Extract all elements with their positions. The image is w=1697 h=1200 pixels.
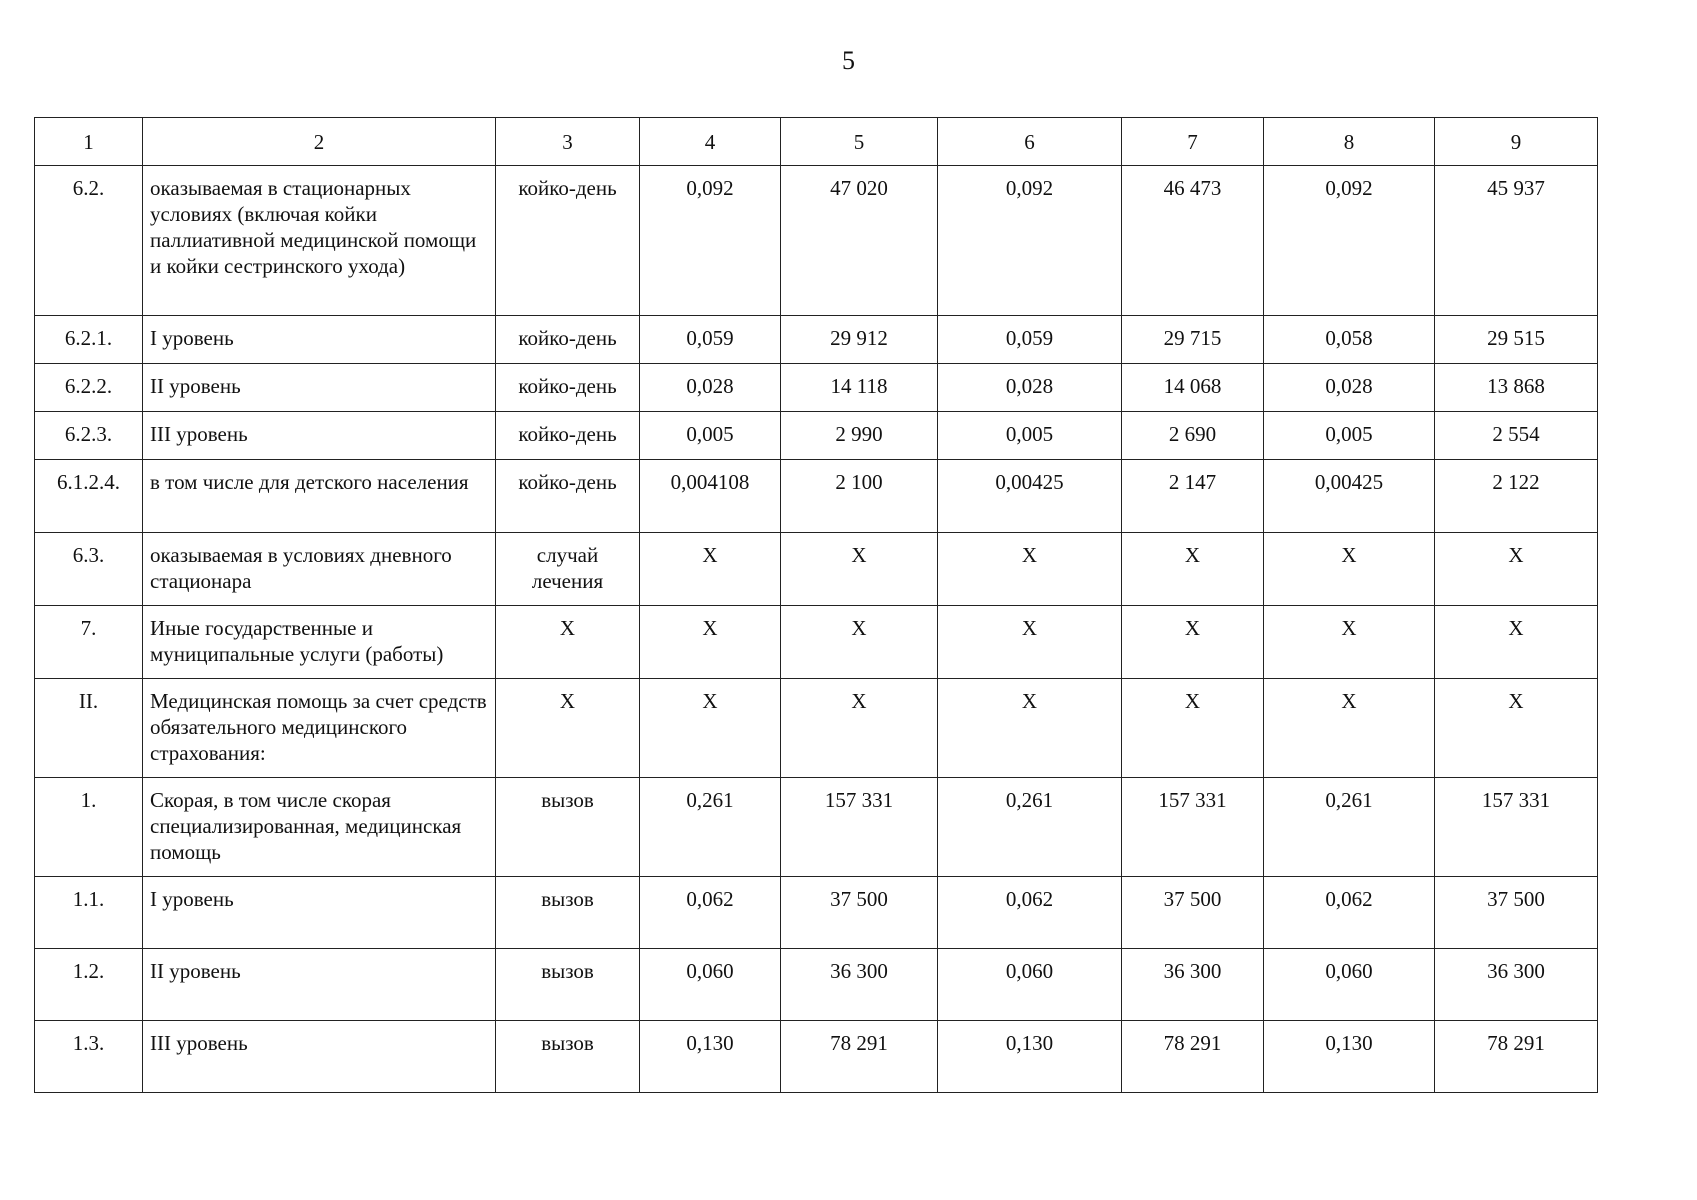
row-name: оказываемая в стационарных условиях (включая койки паллиативной медицинской помощи и койки сестринского ухода) (143, 166, 496, 316)
row-number: 1.1. (35, 877, 143, 949)
row-cell: 0,130 (938, 1021, 1122, 1093)
row-cell: 29 515 (1435, 316, 1598, 364)
row-unit: Х (496, 679, 640, 778)
row-cell: Х (1122, 606, 1264, 679)
row-cell: 14 068 (1122, 364, 1264, 412)
row-cell: Х (640, 533, 781, 606)
row-cell: Х (781, 606, 938, 679)
row-number: 1.2. (35, 949, 143, 1021)
table-row (35, 606, 1598, 679)
header-row (35, 118, 1598, 166)
row-cell: 2 990 (781, 412, 938, 460)
row-cell: 2 147 (1122, 460, 1264, 533)
row-cell: 0,062 (938, 877, 1122, 949)
row-name: Медицинская помощь за счет средств обязательного медицинского страхования: (143, 679, 496, 778)
table-row (35, 460, 1598, 533)
row-cell: 0,092 (640, 166, 781, 316)
row-cell: 0,004108 (640, 460, 781, 533)
table-row (35, 533, 1598, 606)
row-cell: 36 300 (1122, 949, 1264, 1021)
row-number: 6.2.3. (35, 412, 143, 460)
row-cell: 0,060 (640, 949, 781, 1021)
row-cell: 2 690 (1122, 412, 1264, 460)
header-cell: 7 (1122, 118, 1264, 166)
row-cell: 157 331 (1435, 778, 1598, 877)
table-row (35, 166, 1598, 316)
header-cell: 6 (938, 118, 1122, 166)
row-cell: 0,092 (938, 166, 1122, 316)
row-name: в том числе для детского населения (143, 460, 496, 533)
row-unit: койко-день (496, 316, 640, 364)
row-cell: 0,028 (640, 364, 781, 412)
row-cell: 29 715 (1122, 316, 1264, 364)
row-cell: Х (1122, 679, 1264, 778)
row-cell: 0,058 (1264, 316, 1435, 364)
row-cell: Х (1122, 533, 1264, 606)
row-cell: Х (1435, 606, 1598, 679)
row-cell: 45 937 (1435, 166, 1598, 316)
row-name: Иные государственные и муниципальные услуги (работы) (143, 606, 496, 679)
row-cell: Х (640, 679, 781, 778)
header-cell: 1 (35, 118, 143, 166)
row-cell: 37 500 (1122, 877, 1264, 949)
row-cell: 2 100 (781, 460, 938, 533)
row-cell: 0,028 (938, 364, 1122, 412)
row-cell: 29 912 (781, 316, 938, 364)
row-cell: 0,005 (938, 412, 1122, 460)
row-cell: 37 500 (1435, 877, 1598, 949)
page-number: 5 (842, 46, 855, 75)
row-unit: случай лечения (496, 533, 640, 606)
row-number: 6.1.2.4. (35, 460, 143, 533)
row-cell: 0,00425 (938, 460, 1122, 533)
row-cell: Х (938, 606, 1122, 679)
table-row (35, 412, 1598, 460)
row-cell: 0,005 (640, 412, 781, 460)
row-cell: Х (781, 679, 938, 778)
row-unit: койко-день (496, 460, 640, 533)
row-cell: Х (1264, 679, 1435, 778)
table-row (35, 949, 1598, 1021)
row-cell: 0,059 (640, 316, 781, 364)
row-unit: койко-день (496, 364, 640, 412)
row-cell: 0,130 (1264, 1021, 1435, 1093)
row-cell: 13 868 (1435, 364, 1598, 412)
row-cell: 0,130 (640, 1021, 781, 1093)
row-cell: 0,062 (1264, 877, 1435, 949)
row-cell: 36 300 (781, 949, 938, 1021)
row-cell: 0,092 (1264, 166, 1435, 316)
row-cell: 14 118 (781, 364, 938, 412)
row-cell: 157 331 (781, 778, 938, 877)
row-unit: койко-день (496, 412, 640, 460)
row-cell: 37 500 (781, 877, 938, 949)
data-table (34, 117, 1598, 1093)
row-number: 6.3. (35, 533, 143, 606)
table-row (35, 679, 1598, 778)
table-row (35, 1021, 1598, 1093)
row-number: 6.2.1. (35, 316, 143, 364)
row-cell: 0,060 (1264, 949, 1435, 1021)
row-name: оказываемая в условиях дневного стационара (143, 533, 496, 606)
row-cell: 36 300 (1435, 949, 1598, 1021)
row-unit: Х (496, 606, 640, 679)
row-unit: вызов (496, 877, 640, 949)
row-cell: 78 291 (1435, 1021, 1598, 1093)
row-name: I уровень (143, 877, 496, 949)
row-cell: 78 291 (1122, 1021, 1264, 1093)
row-cell: 157 331 (1122, 778, 1264, 877)
row-cell: Х (1264, 606, 1435, 679)
table-row (35, 316, 1598, 364)
row-cell: 0,060 (938, 949, 1122, 1021)
row-cell: 0,261 (1264, 778, 1435, 877)
header-cell: 9 (1435, 118, 1598, 166)
row-cell: 47 020 (781, 166, 938, 316)
row-name: III уровень (143, 1021, 496, 1093)
row-cell: 2 554 (1435, 412, 1598, 460)
header-cell: 8 (1264, 118, 1435, 166)
row-cell: 0,005 (1264, 412, 1435, 460)
row-number: II. (35, 679, 143, 778)
row-number: 7. (35, 606, 143, 679)
row-name: II уровень (143, 949, 496, 1021)
row-unit: вызов (496, 778, 640, 877)
row-cell: 0,00425 (1264, 460, 1435, 533)
row-cell: 0,261 (640, 778, 781, 877)
header-cell: 2 (143, 118, 496, 166)
row-cell: 78 291 (781, 1021, 938, 1093)
header-cell: 5 (781, 118, 938, 166)
row-cell: 0,059 (938, 316, 1122, 364)
row-unit: вызов (496, 1021, 640, 1093)
row-name: Скорая, в том числе скорая специализированная, медицинская помощь (143, 778, 496, 877)
header-cell: 4 (640, 118, 781, 166)
table-row (35, 778, 1598, 877)
row-cell: Х (640, 606, 781, 679)
header-cell: 3 (496, 118, 640, 166)
row-number: 6.2. (35, 166, 143, 316)
row-cell: 0,028 (1264, 364, 1435, 412)
row-cell: Х (938, 679, 1122, 778)
row-number: 1. (35, 778, 143, 877)
row-cell: Х (781, 533, 938, 606)
row-cell: Х (1264, 533, 1435, 606)
row-cell: 46 473 (1122, 166, 1264, 316)
row-cell: 0,261 (938, 778, 1122, 877)
row-cell: 2 122 (1435, 460, 1598, 533)
row-name: I уровень (143, 316, 496, 364)
row-cell: Х (938, 533, 1122, 606)
row-cell: 0,062 (640, 877, 781, 949)
row-unit: койко-день (496, 166, 640, 316)
table-row (35, 364, 1598, 412)
table-row (35, 877, 1598, 949)
row-name: II уровень (143, 364, 496, 412)
row-cell: Х (1435, 679, 1598, 778)
row-name: III уровень (143, 412, 496, 460)
row-number: 6.2.2. (35, 364, 143, 412)
row-unit: вызов (496, 949, 640, 1021)
row-number: 1.3. (35, 1021, 143, 1093)
row-cell: Х (1435, 533, 1598, 606)
